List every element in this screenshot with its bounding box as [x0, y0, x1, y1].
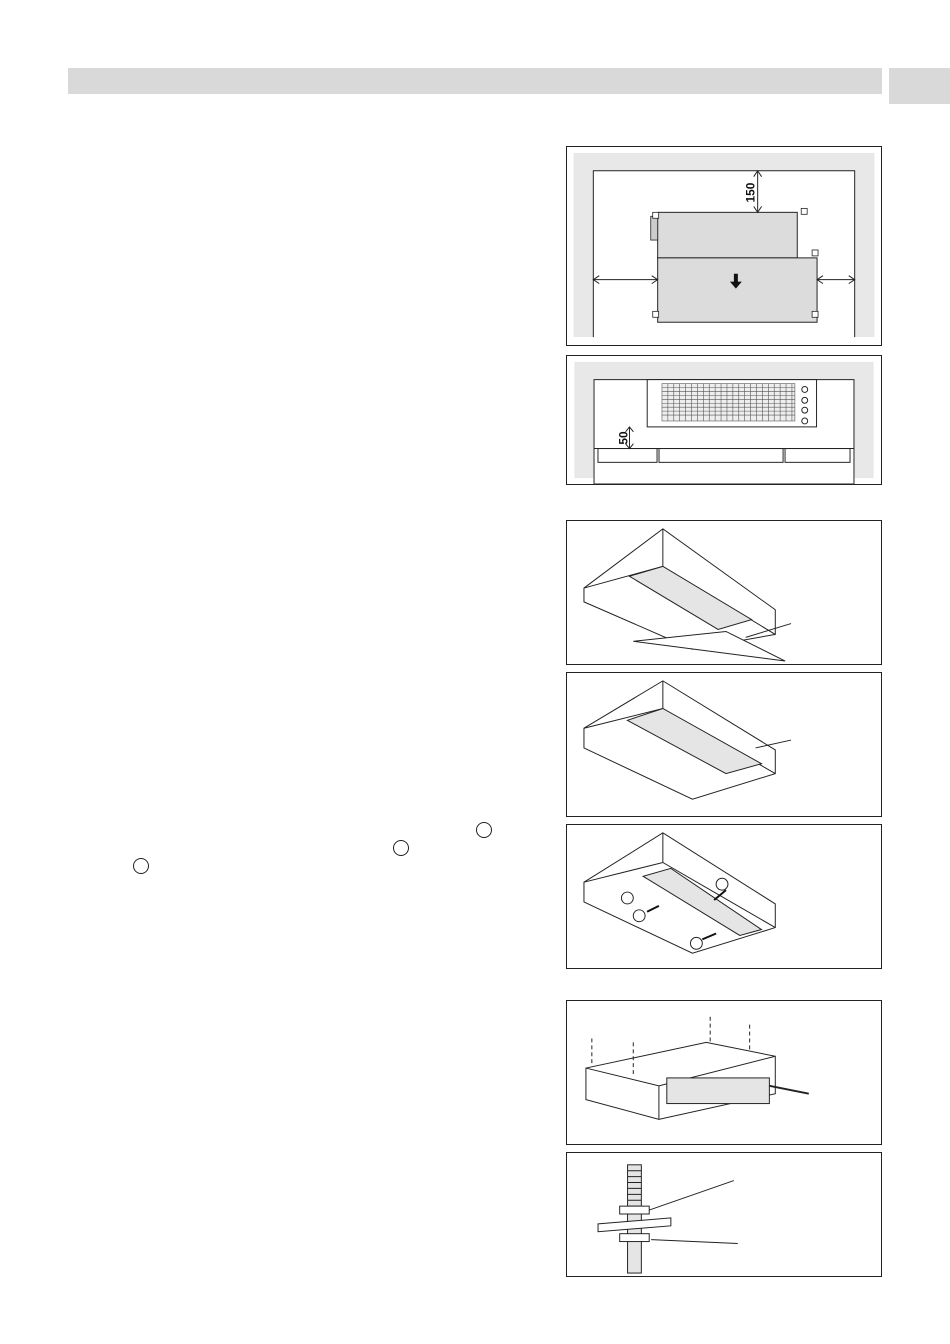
- figure-unit-no-panel: [566, 672, 882, 817]
- figure-clearance-top: [566, 146, 882, 346]
- rod-detail-diagram: [567, 1153, 881, 1276]
- grille-icon: [662, 384, 795, 421]
- figure-clearance-bottom: [566, 355, 882, 485]
- dimension-150: 150: [743, 182, 758, 203]
- clearance-top-diagram: [567, 147, 881, 345]
- threaded-rod: [628, 1165, 642, 1273]
- bolt-icon: [812, 311, 818, 317]
- callout-circle-icon: [621, 892, 633, 904]
- header-bar: [68, 68, 882, 94]
- bolt-icon: [812, 250, 818, 256]
- callout-circle-icon: [633, 910, 645, 922]
- callout-circle-icon: [133, 858, 149, 874]
- grille-install-diagram: [567, 825, 881, 968]
- callout-circle-icon: [716, 878, 728, 890]
- ceiling-panel: [659, 449, 783, 463]
- bolt-icon: [653, 212, 659, 218]
- leader-line: [649, 1181, 738, 1244]
- nut-icon: [620, 1206, 650, 1214]
- unit-no-panel-diagram: [567, 673, 881, 816]
- callout-circle-icon: [690, 937, 702, 949]
- figure-hanging-rods: [566, 1000, 882, 1145]
- callout-circle-icon: [476, 822, 492, 838]
- bolt-icon: [801, 208, 807, 214]
- dimension-50: 50: [616, 431, 631, 445]
- figure-unit-bottom-panel: [566, 520, 882, 665]
- figure-rod-detail: [566, 1152, 882, 1277]
- unit-top-box: [658, 212, 798, 258]
- grille-icon: [667, 1078, 770, 1104]
- clearance-bottom-diagram: [567, 356, 881, 484]
- language-tab: [889, 68, 950, 104]
- ceiling-panel: [785, 449, 850, 463]
- nut-icon: [620, 1234, 650, 1242]
- figure-grille-install: [566, 824, 882, 969]
- bolt-icon: [653, 311, 659, 317]
- hanging-rods-diagram: [567, 1001, 881, 1144]
- side-bracket: [651, 216, 658, 240]
- unit-bottom-panel-diagram: [567, 521, 881, 664]
- callout-circle-icon: [393, 840, 409, 856]
- unit-front-box: [658, 258, 817, 322]
- ceiling-panel: [598, 449, 657, 463]
